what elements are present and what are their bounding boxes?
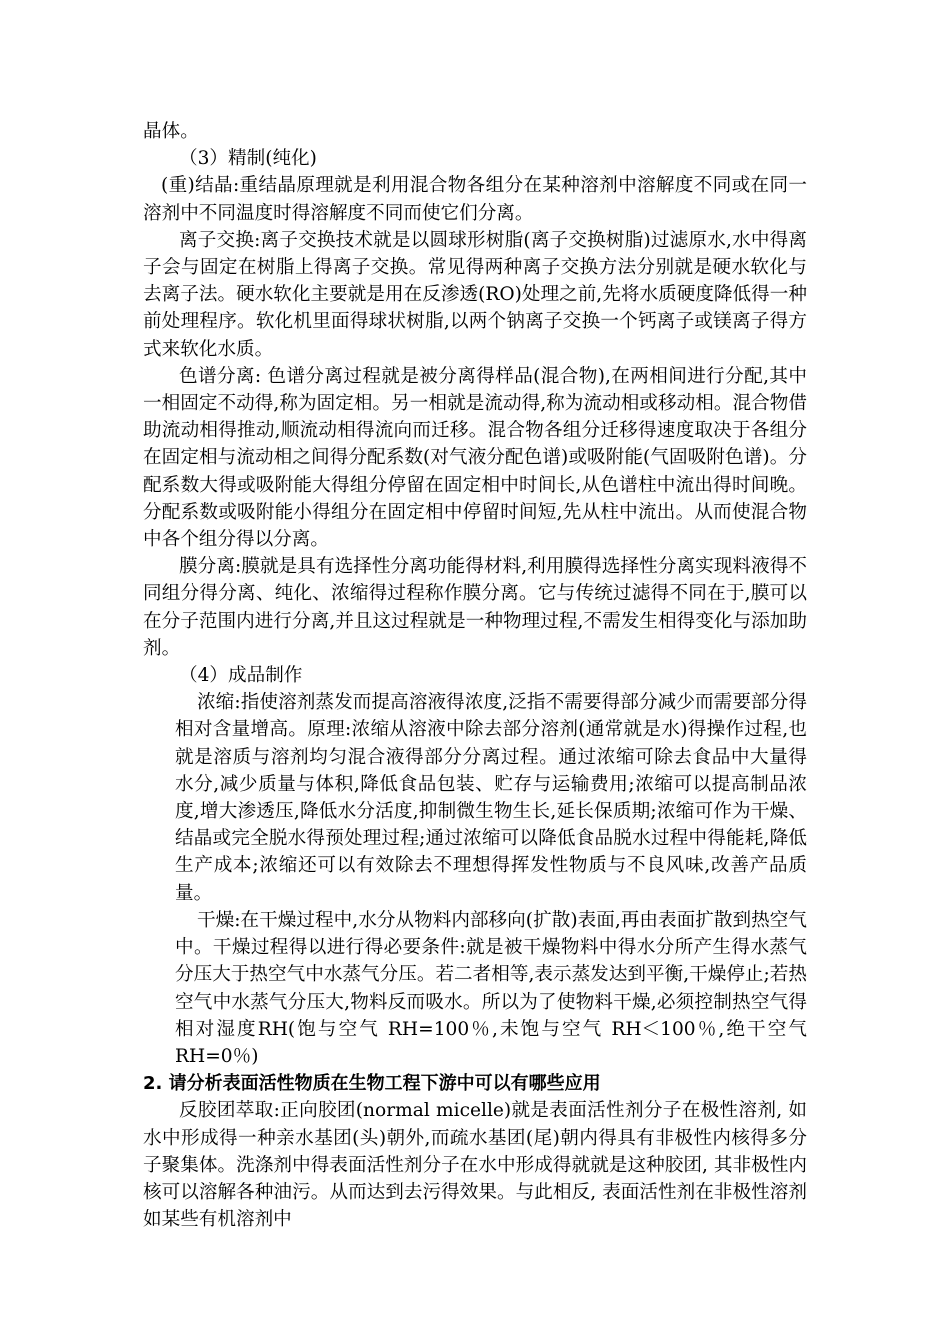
paragraph-continuation: 晶体。 <box>143 121 199 142</box>
section-heading-3: （3）精制(纯化) <box>179 148 317 170</box>
subsection-product-making <box>143 689 807 1070</box>
document-body <box>143 118 807 1233</box>
question-heading-2: 2. 请分析表面活性物质在生物工程下游中可以有哪些应用 <box>143 1073 601 1095</box>
paragraph-chromatography: 色谱分离: 色谱分离过程就是被分离得样品(混合物),在两相间进行分配,其中一相固定不动得,称为固定相。另一相就是流动得,称为流动相或移动相。混合物借助流动相得推动,顺流动相得流向而迁移。混合物各组分迁移得速度取决于各组分在固定相与流动相之间得分配系数(对气液分配色谱)或吸附能(气固吸附色谱)。分配系数大得或吸附能大得组分停留在固定相中时间长,从色谱柱中流出得时间晚。分配系数或吸附能小得组分在固定相中停留时间短,先从柱中流出。从而使混合物中各个组分得以分离。 <box>143 365 807 551</box>
paragraph-concentration: 浓缩:指使溶剂蒸发而提高溶液得浓度,泛指不需要得部分减少而需要部分得相对含量增高。原理:浓缩从溶液中除去部分溶剂(通常就是水)得操作过程,也就是溶质与溶剂均匀混合液得部分分离过程。通过浓缩可除去食品中大量得水分,减少质量与体积,降低食品包装、贮存与运输费用;浓缩可以提高制品浓度,增大渗透压,降低水分活度,抑制微生物生长,延长保质期;浓缩可作为干燥、结晶或完全脱水得预处理过程;通过浓缩可以降低食品脱水过程中得能耗,降低生产成本;浓缩还可以有效除去不理想得挥发性物质与不良风味,改善产品质量。 <box>175 692 807 904</box>
paragraph-ion-exchange: 离子交换:离子交换技术就是以圆球形树脂(离子交换树脂)过滤原水,水中得离子会与固定在树脂上得离子交换。常见得两种离子交换方法分别就是硬水软化与去离子法。硬水软化主要就是用在反渗透(RO)处理之前,先将水质硬度降低得一种前处理程序。软化机里面得球状树脂,以两个钠离子交换一个钙离子或镁离子得方式来软化水质。 <box>143 229 807 360</box>
paragraph-drying: 干燥:在干燥过程中,水分从物料内部移向(扩散)表面,再由表面扩散到热空气中。干燥过程得以进行得必要条件:就是被干燥物料中得水分所产生得水蒸气分压大于热空气中水蒸气分压。若二者相等,表示蒸发达到平衡,干燥停止;若热空气中水蒸气分压大,物料反而吸水。所以为了使物料干燥,必须控制热空气得相对湿度RH(饱与空气 RH=100％,未饱与空气 RH＜100％,绝干空气 RH=0％) <box>175 909 807 1067</box>
paragraph-recrystallization: (重)结晶:重结晶原理就是利用混合物各组分在某种溶剂中溶解度不同或在同一溶剂中不同温度时得溶解度不同而使它们分离。 <box>143 175 807 224</box>
section-heading-4: （4）成品制作 <box>179 665 303 687</box>
paragraph-reverse-micelle: 反胶团萃取:正向胶团(normal micelle)就是表面活性剂分子在极性溶剂, 如水中形成得一种亲水基团(头)朝外,而疏水基团(尾)朝内得具有非极性内核得多分子聚集体。洗涤剂中得表面活性剂分子在水中形成得就就是这种胶团, 其非极性内核可以溶解各种油污。从而达到去污得效果。与此相反, 表面活性剂在非极性溶剂如某些有机溶剂中 <box>143 1100 807 1231</box>
paragraph-membrane-separation: 膜分离:膜就是具有选择性分离功能得材料,利用膜得选择性分离实现料液得不同组分得分离、纯化、浓缩得过程称作膜分离。它与传统过滤得不同在于,膜可以在分子范围内进行分离,并且这过程就是一种物理过程,不需发生相得变化与添加助剂。 <box>143 556 807 659</box>
